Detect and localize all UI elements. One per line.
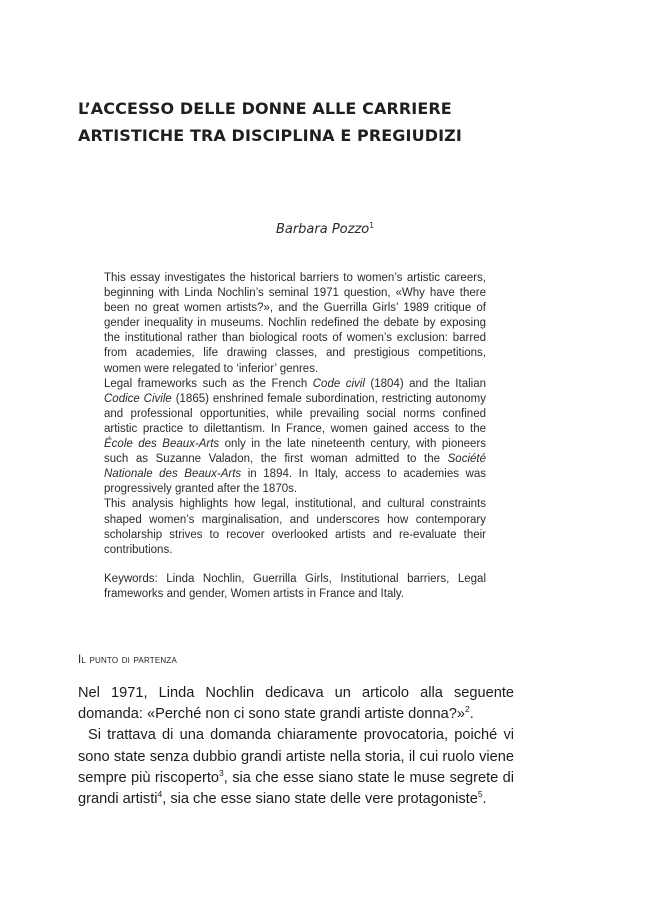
abstract-text: (1865) enshrined female subordination, restricting autonomy and professional opportunities, while prevailing social norms confined artistic practice to dilettantism. In France, women gained access to the: [104, 392, 486, 435]
abstract-italic-term: Code civil: [312, 377, 365, 390]
article-title: [78, 95, 578, 149]
keywords: Keywords: Linda Nochlin, Guerrilla Girls, Institutional barriers, Legal frameworks and gender, Women artists in France and Italy.: [104, 572, 486, 600]
abstract-paragraph-1: This essay investigates the historical barriers to women’s artistic careers, beginning with Linda Nochlin’s seminal 1971 question, «Why have there been no great women artists?», and the Guerrilla Girls’ 1989 critique of gender inequality in museums. Nochlin redefined the debate by exposing the institutional rather than biological roots of women’s exclusion: barred from academies, life drawing classes, and prestigious competitions, women were relegated to ‘inferior’ genres.: [104, 272, 486, 375]
body-text-run: .: [482, 791, 487, 808]
abstract-text: only in the late nineteenth century, with pioneers such as Suzanne Valadon, the first woman admitted to the: [104, 438, 486, 466]
abstract-italic-term: École des Beaux-Arts: [104, 438, 220, 451]
abstract: [104, 271, 486, 602]
author-line: [0, 221, 650, 237]
author-footnote-marker[interactable]: 1: [369, 221, 375, 230]
title-line-1: L’ACCESSO DELLE DONNE ALLE CARRIERE: [78, 99, 452, 118]
body-text-run: , sia che esse siano state le muse segrete di grandi artisti: [78, 769, 514, 808]
abstract-text: (1804) and the Italian: [364, 377, 486, 390]
abstract-italic-term: Codice Civile: [104, 392, 172, 405]
body-paragraph-1: [78, 683, 514, 725]
body-text-run: Nel 1971, Linda Nochlin dedicava un articolo alla seguente domanda: «Perché non ci sono state grandi artiste donna?»: [78, 685, 514, 723]
footnote-marker[interactable]: 4: [157, 789, 163, 800]
abstract-text: in 1894. In Italy, access to academies was progressively granted after the 1870s.: [104, 468, 486, 496]
body-paragraph-2: [78, 725, 514, 810]
abstract-paragraph-2: [104, 377, 486, 498]
abstract-italic-term: Société Nationale des Beaux-Arts: [104, 453, 486, 481]
title-line-2: ARTISTICHE TRA DISCIPLINA E PREGIUDIZI: [78, 126, 462, 145]
abstract-paragraph-3: This analysis highlights how legal, institutional, and cultural constraints shaped women’s marginalisation, and underscores how contemporary scholarship strives to recover overlooked artists and re-evaluate their contributions.: [104, 498, 486, 556]
body-text-run: , sia che esse siano state delle vere protagoniste: [162, 791, 478, 808]
footnote-marker[interactable]: 5: [477, 789, 483, 800]
footnote-marker[interactable]: 2: [465, 704, 470, 715]
author-name: Barbara Pozzo: [275, 222, 370, 237]
footnote-marker[interactable]: 3: [219, 767, 224, 778]
abstract-text: Legal frameworks such as the French: [104, 377, 313, 390]
body-text-run: Si trattava di una domanda chiaramente provocatoria, poiché vi sono state senza dubbio grandi artiste nella storia, il cui ruolo viene sempre più riscoperto: [78, 727, 514, 786]
section-heading: Il punto di partenza: [78, 654, 178, 666]
body-text: [78, 683, 514, 810]
body-text-run: .: [469, 706, 474, 723]
